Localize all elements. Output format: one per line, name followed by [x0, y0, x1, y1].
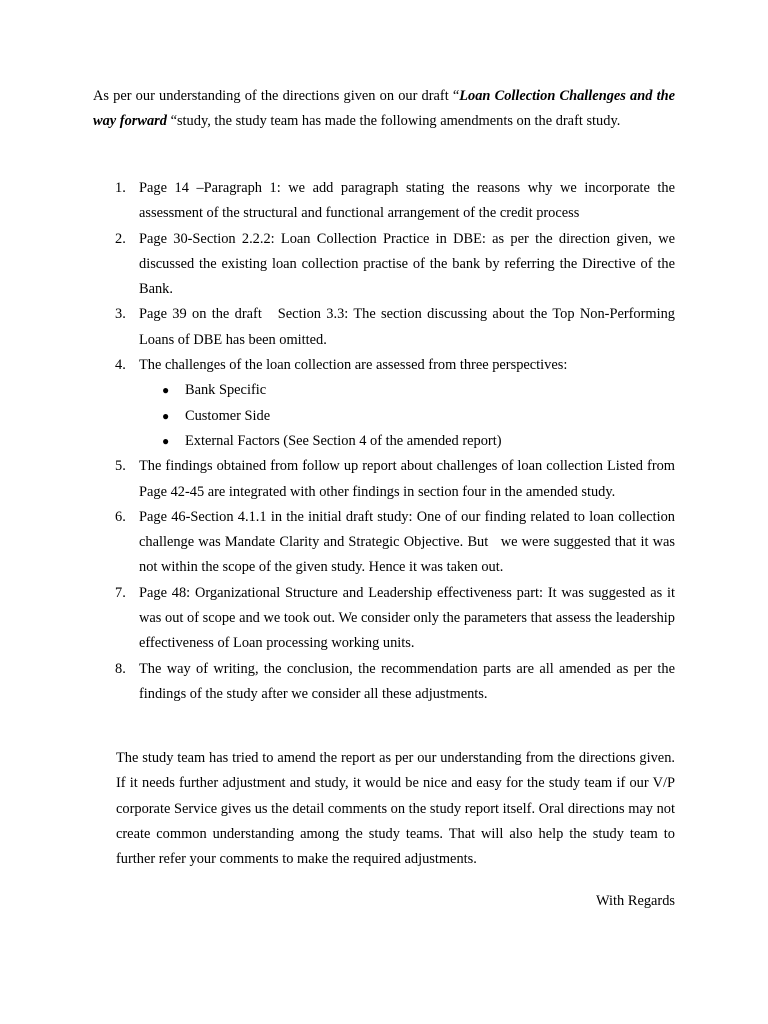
amendment-item — [115, 227, 675, 303]
item-number: 6. — [115, 508, 126, 525]
bullet-icon: ● — [162, 433, 170, 448]
item-number: 4. — [115, 357, 126, 374]
item-text: Page 30-Section 2.2.2: Loan Collection Practice in DBE: as per the direction given, we discussed the existing loan collection practise of the bank by referring the Directive of the Bank. — [139, 230, 675, 298]
item-text: Page 48: Organizational Structure and Leadership effectiveness part: It was suggested as it was out of scope and we took out. We consider only the parameters that assess the leadership effectiveness of Loan processing working units. — [139, 584, 675, 652]
perspective-label: External Factors (See Section 4 of the amended report) — [185, 432, 502, 449]
perspective-item — [162, 429, 675, 454]
amendments-list — [115, 176, 675, 707]
study-title: Loan Collection Challenges and the way forward — [93, 88, 675, 130]
item-text: Page 14 –Paragraph 1: we add paragraph stating the reasons why we incorporate the assessment of the structural and functional arrangement of the credit process — [139, 180, 675, 222]
item-number: 1. — [115, 180, 126, 196]
perspective-label: Customer Side — [185, 407, 271, 424]
item-number: 7. — [115, 584, 126, 601]
perspectives-list — [139, 378, 675, 454]
amendment-item — [115, 454, 675, 505]
bullet-icon: ● — [162, 408, 170, 423]
item-number: 5. — [115, 458, 126, 475]
perspective-label: Bank Specific — [185, 382, 267, 399]
perspective-item — [162, 378, 675, 403]
amendment-item — [115, 505, 675, 581]
signoff: With Regards — [596, 893, 675, 909]
closing-paragraph: The study team has tried to amend the report as per our understanding from the directions given. If it needs further adjustment and study, it would be nice and easy for the study team if our V/P corporate Service gives us the detail comments on the study report itself. Oral directions may not create common understanding among the study teams. That will also help the study team to further refer your comments to make the required adjustments. — [116, 750, 675, 868]
intro-prefix: As per our understanding of the directions given on our draft “ — [93, 88, 460, 104]
item-number: 3. — [115, 306, 126, 323]
item-text: Page 39 on the draft Section 3.3: The section discussing about the Top Non-Performing Loans of DBE has been omitted. — [139, 306, 675, 348]
amendment-item — [115, 302, 675, 353]
amendment-item — [115, 176, 675, 227]
item-text: The way of writing, the conclusion, the recommendation parts are all amended as per the findings of the study after we consider all these adjustments. — [139, 660, 675, 702]
item-number: 2. — [115, 230, 126, 247]
intro-suffix: “study, the study team has made the following amendments on the draft study. — [166, 113, 621, 130]
bullet-icon: ● — [162, 383, 170, 398]
amendment-item — [115, 581, 675, 657]
intro-paragraph — [93, 84, 675, 135]
item-text: The challenges of the loan collection are assessed from three perspectives: — [139, 357, 568, 374]
amendment-item — [115, 657, 675, 708]
amendment-item — [115, 353, 675, 454]
item-text: Page 46-Section 4.1.1 in the initial draft study: One of our finding related to loan collection challenge was Mandate Clarity and Strategic Objective. But we were suggested that it was not within the scope of the given study. Hence it was taken out. — [139, 508, 675, 576]
item-number: 8. — [115, 660, 126, 677]
item-text: The findings obtained from follow up report about challenges of loan collection Listed from Page 42-45 are integrated with other findings in section four in the amended study. — [139, 458, 675, 500]
perspective-item — [162, 404, 675, 429]
